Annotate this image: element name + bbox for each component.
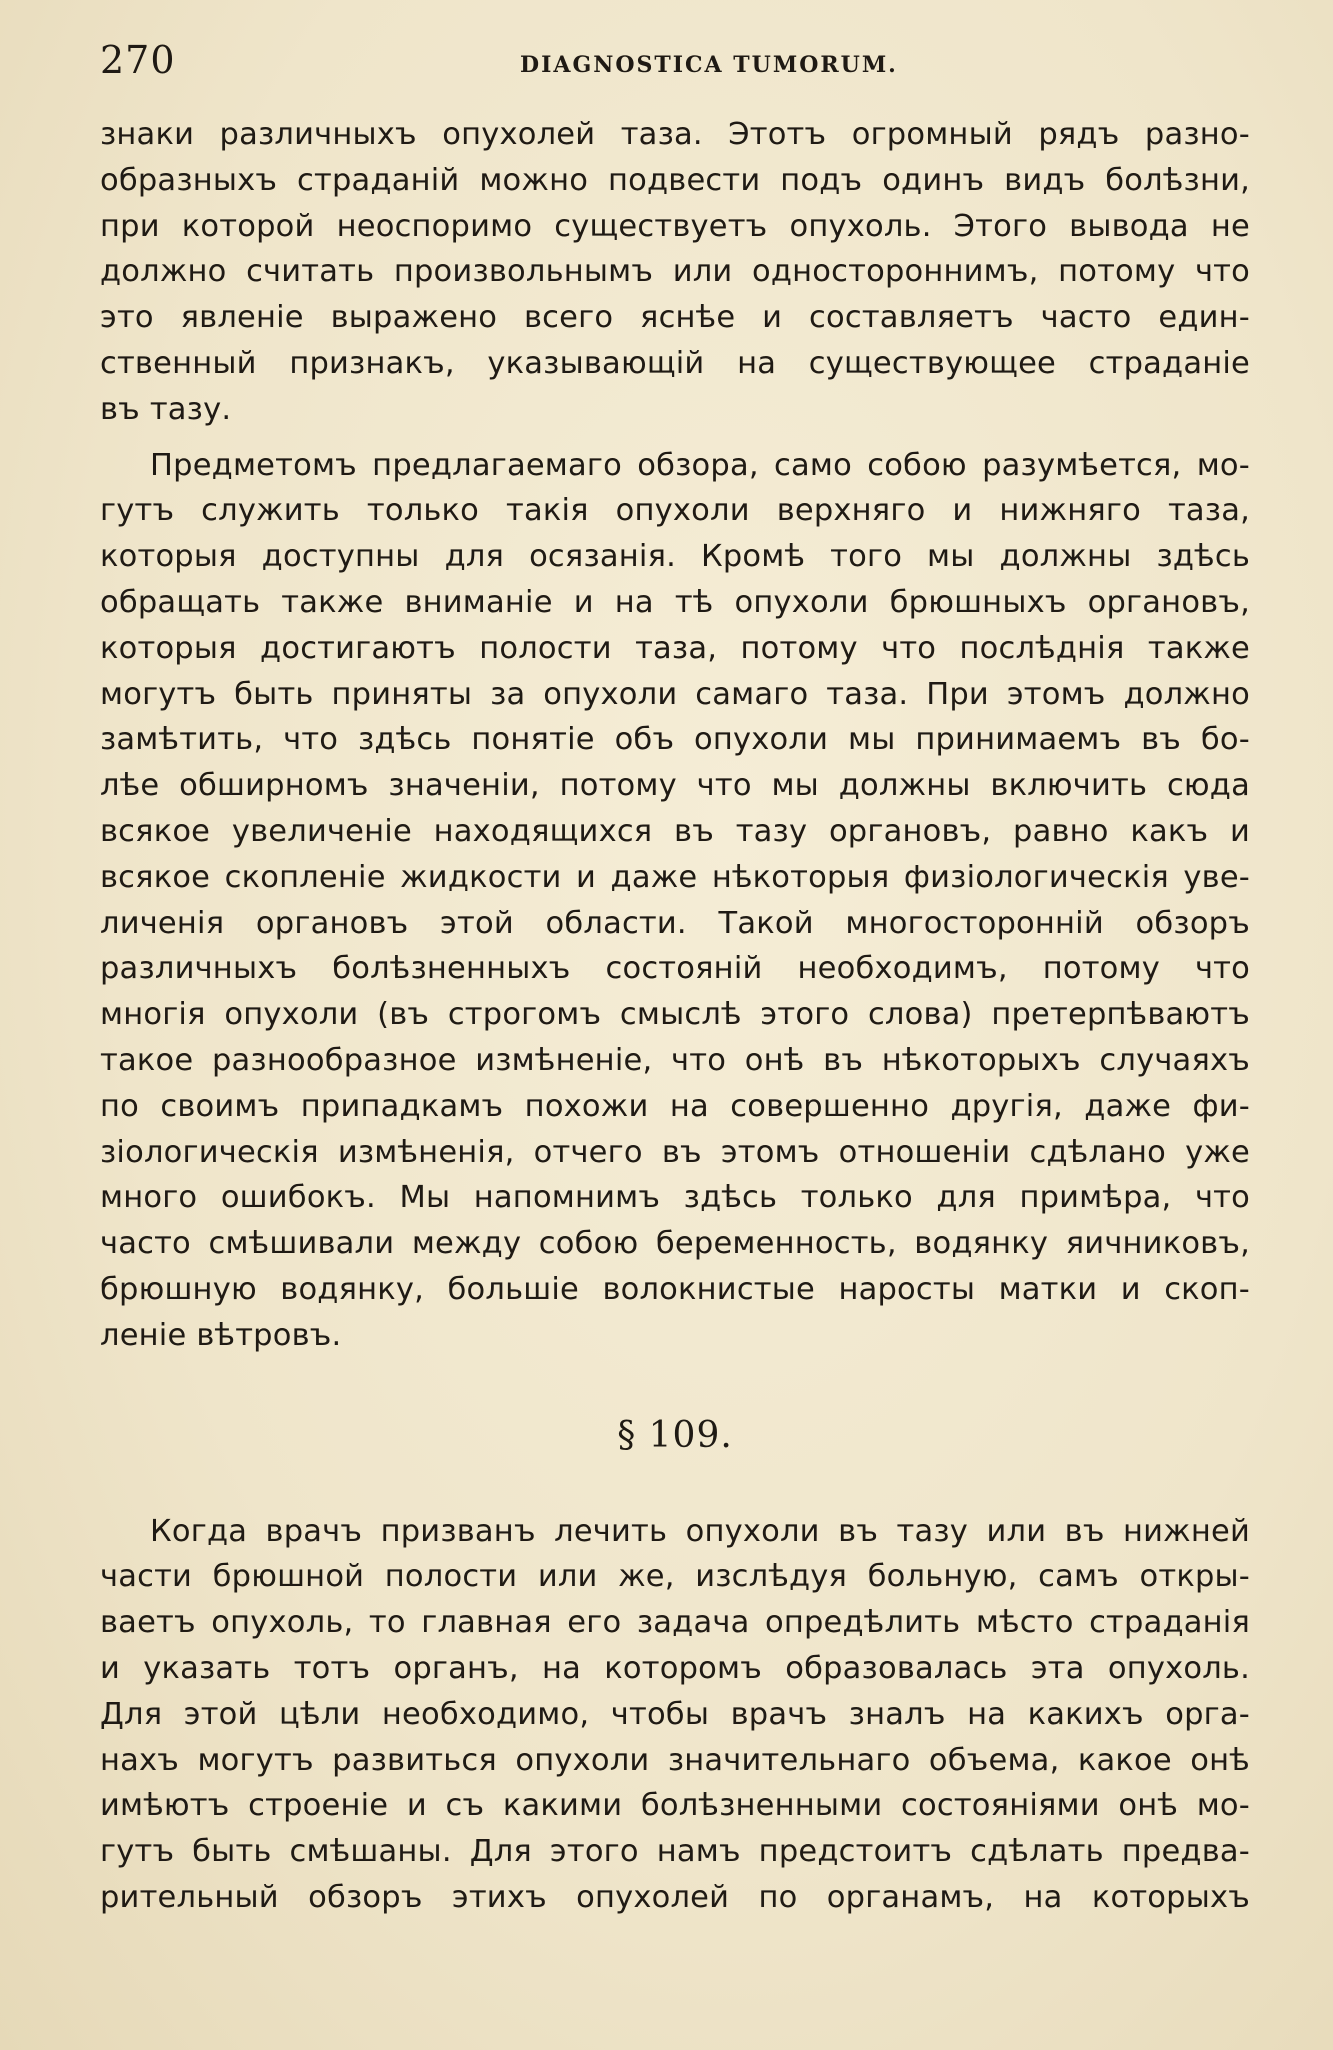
body-text — [100, 112, 1250, 1921]
text-line: которыя достигаютъ полости таза, потому что послѣднія также — [100, 630, 1250, 666]
text-line: ваетъ опухоль, то главная его задача опредѣлить мѣсто страданія — [100, 1605, 1250, 1641]
paragraph-2 — [100, 443, 1250, 1359]
text-line: гутъ служить только такія опухоли верхняго и нижняго таза, — [100, 493, 1250, 529]
text-line: личенія органовъ этой области. Такой многосторонній обзоръ — [100, 905, 1250, 941]
section-heading: § 109. — [617, 1414, 733, 1456]
text-line: гутъ быть смѣшаны. Для этого намъ предстоитъ сдѣлать предва- — [100, 1834, 1250, 1870]
text-line: рительный обзоръ этихъ опухолей по органамъ, на которыхъ — [100, 1879, 1250, 1915]
text-line: при которой неоспоримо существуетъ опухоль. Этого вывода не — [100, 208, 1250, 244]
text-line: Когда врачъ призванъ лечить опухоли въ тазу или въ нижней — [150, 1513, 1250, 1549]
text-line: много ошибокъ. Мы напомнимъ здѣсь только для примѣра, что — [100, 1180, 1250, 1216]
text-line: по своимъ припадкамъ похожи на совершенно другія, даже фи- — [100, 1088, 1250, 1124]
paragraph-3 — [100, 1509, 1250, 1921]
text-line: должно считать произвольнымъ или одностороннимъ, потому что — [100, 254, 1250, 290]
text-line: ственный признакъ, указывающій на существующее страданіе — [100, 345, 1250, 381]
text-line: брюшную водянку, большіе волокнистые наросты матки и скоп- — [100, 1271, 1250, 1307]
text-line: леніе вѣтровъ. — [100, 1317, 342, 1353]
paragraph-1 — [100, 112, 1250, 433]
text-line: и указать тотъ органъ, на которомъ образовалась эта опухоль. — [100, 1650, 1250, 1686]
text-line: лѣе обширномъ значеніи, потому что мы должны включить сюда — [100, 768, 1250, 804]
text-line: могутъ быть приняты за опухоли самаго таза. При этомъ должно — [100, 676, 1250, 712]
running-head: DIAGNOSTICA TUMORUM. — [520, 52, 898, 78]
text-line: нахъ могутъ развиться опухоли значительнаго объема, какое онѣ — [100, 1742, 1250, 1778]
text-line: это явленіе выражено всего яснѣе и составляетъ часто един- — [100, 300, 1250, 336]
page-number: 270 — [100, 38, 176, 82]
text-line: части брюшной полости или же, изслѣдуя больную, самъ откры- — [100, 1559, 1250, 1595]
text-line: замѣтить, что здѣсь понятіе объ опухоли мы принимаемъ въ бо- — [100, 722, 1250, 758]
text-line: зіологическія измѣненія, отчего въ этомъ отношеніи сдѣлано уже — [100, 1134, 1250, 1170]
text-line: многія опухоли (въ строгомъ смыслѣ этого слова) претерпѣваютъ — [100, 997, 1250, 1033]
text-line: Для этой цѣли необходимо, чтобы врачъ зналъ на какихъ орга- — [100, 1696, 1250, 1732]
text-line: имѣютъ строеніе и съ какими болѣзненными состояніями онѣ мо- — [100, 1788, 1250, 1824]
text-line: Предметомъ предлагаемаго обзора, само собою разумѣется, мо- — [150, 447, 1250, 483]
text-line: въ тазу. — [100, 391, 232, 427]
text-line: различныхъ болѣзненныхъ состояній необходимъ, потому что — [100, 951, 1250, 987]
text-line: знаки различныхъ опухолей таза. Этотъ огромный рядъ разно- — [100, 117, 1250, 152]
text-line: часто смѣшивали между собою беременность, водянку яичниковъ, — [100, 1226, 1250, 1262]
text-line: обращать также вниманіе и на тѣ опухоли брюшныхъ органовъ, — [100, 584, 1250, 620]
text-line: образныхъ страданій можно подвести подъ одинъ видъ болѣзни, — [100, 162, 1250, 198]
text-line: всякое скопленіе жидкости и даже нѣкоторыя физіологическія уве- — [100, 859, 1250, 895]
text-line: такое разнообразное измѣненіе, что онѣ въ нѣкоторыхъ случаяхъ — [100, 1042, 1250, 1078]
page-header — [100, 38, 1250, 98]
text-line: всякое увеличеніе находящихся въ тазу органовъ, равно какъ и — [100, 813, 1250, 849]
text-line: которыя доступны для осязанія. Кромѣ того мы должны здѣсь — [100, 539, 1250, 575]
